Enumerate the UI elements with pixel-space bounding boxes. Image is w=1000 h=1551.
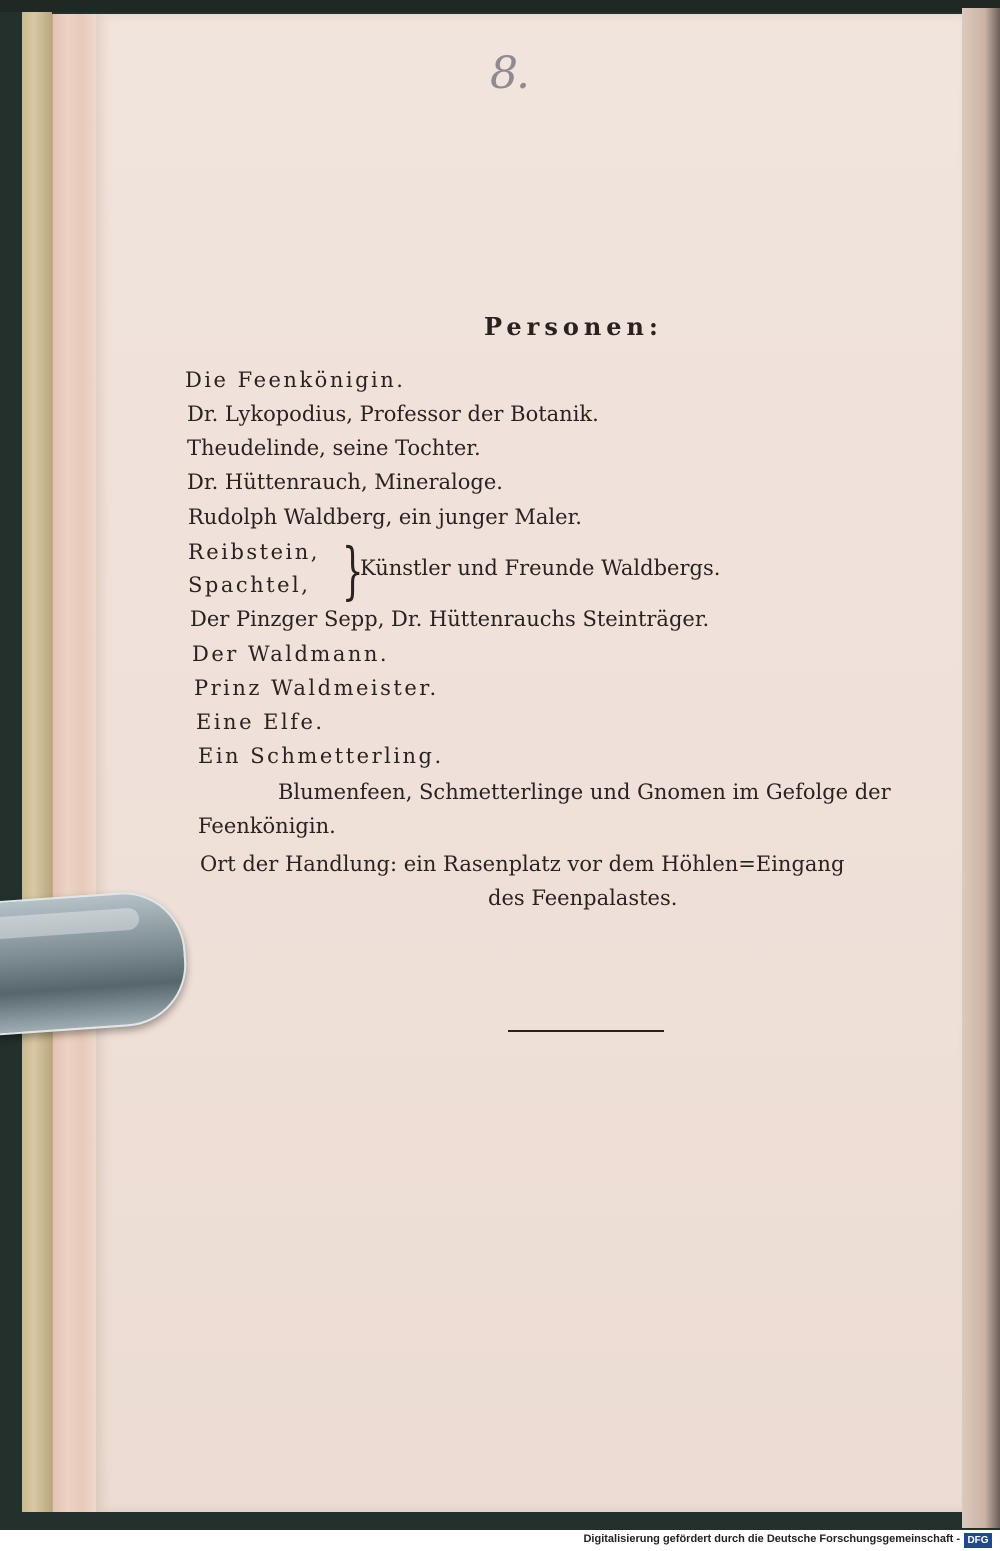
role-line: Spachtel, <box>188 573 311 597</box>
book-cover-edge <box>22 12 52 1512</box>
footer-bar <box>0 1530 1000 1551</box>
role-line: Der Waldmann. <box>192 642 390 666</box>
role-line: Dr. Hüttenrauch, Mineraloge. <box>187 470 503 494</box>
scanner-clip-shine <box>0 907 140 941</box>
page-edge-strip <box>52 14 101 1512</box>
role-line: Theudelinde, seine Tochter. <box>187 436 481 460</box>
role-line: Ein Schmetterling. <box>198 744 444 768</box>
book-right-edge <box>962 8 1000 1528</box>
role-line: Die Feenkönigin. <box>185 368 406 392</box>
role-line: Künstler und Freunde Waldbergs. <box>360 556 721 580</box>
role-line: Blumenfeen, Schmetterlinge und Gnomen im Gefolge der <box>278 780 891 804</box>
role-line: Der Pinzger Sepp, Dr. Hüttenrauchs Steinträger. <box>190 607 710 631</box>
curly-brace: } <box>341 534 364 607</box>
cast-heading: Personen: <box>484 312 663 341</box>
role-line: Dr. Lykopodius, Professor der Botanik. <box>187 402 599 426</box>
dfg-logo: DFG <box>964 1533 992 1548</box>
role-line: Feenkönigin. <box>198 814 336 838</box>
setting-line: des Feenpalastes. <box>488 886 678 910</box>
scan-background-top <box>0 0 1000 12</box>
setting-line: Ort der Handlung: ein Rasenplatz vor dem Höhlen=Eingang <box>200 852 845 876</box>
footer-credit-text: Digitalisierung gefördert durch die Deutsche Forschungsgemeinschaft - <box>583 1533 960 1545</box>
role-line: Reibstein, <box>188 540 320 564</box>
handwritten-page-number: 8. <box>490 48 528 99</box>
horizontal-rule <box>508 1030 664 1032</box>
role-line: Eine Elfe. <box>196 710 325 734</box>
role-line: Rudolph Waldberg, ein junger Maler. <box>188 505 582 529</box>
role-line: Prinz Waldmeister. <box>194 676 439 700</box>
